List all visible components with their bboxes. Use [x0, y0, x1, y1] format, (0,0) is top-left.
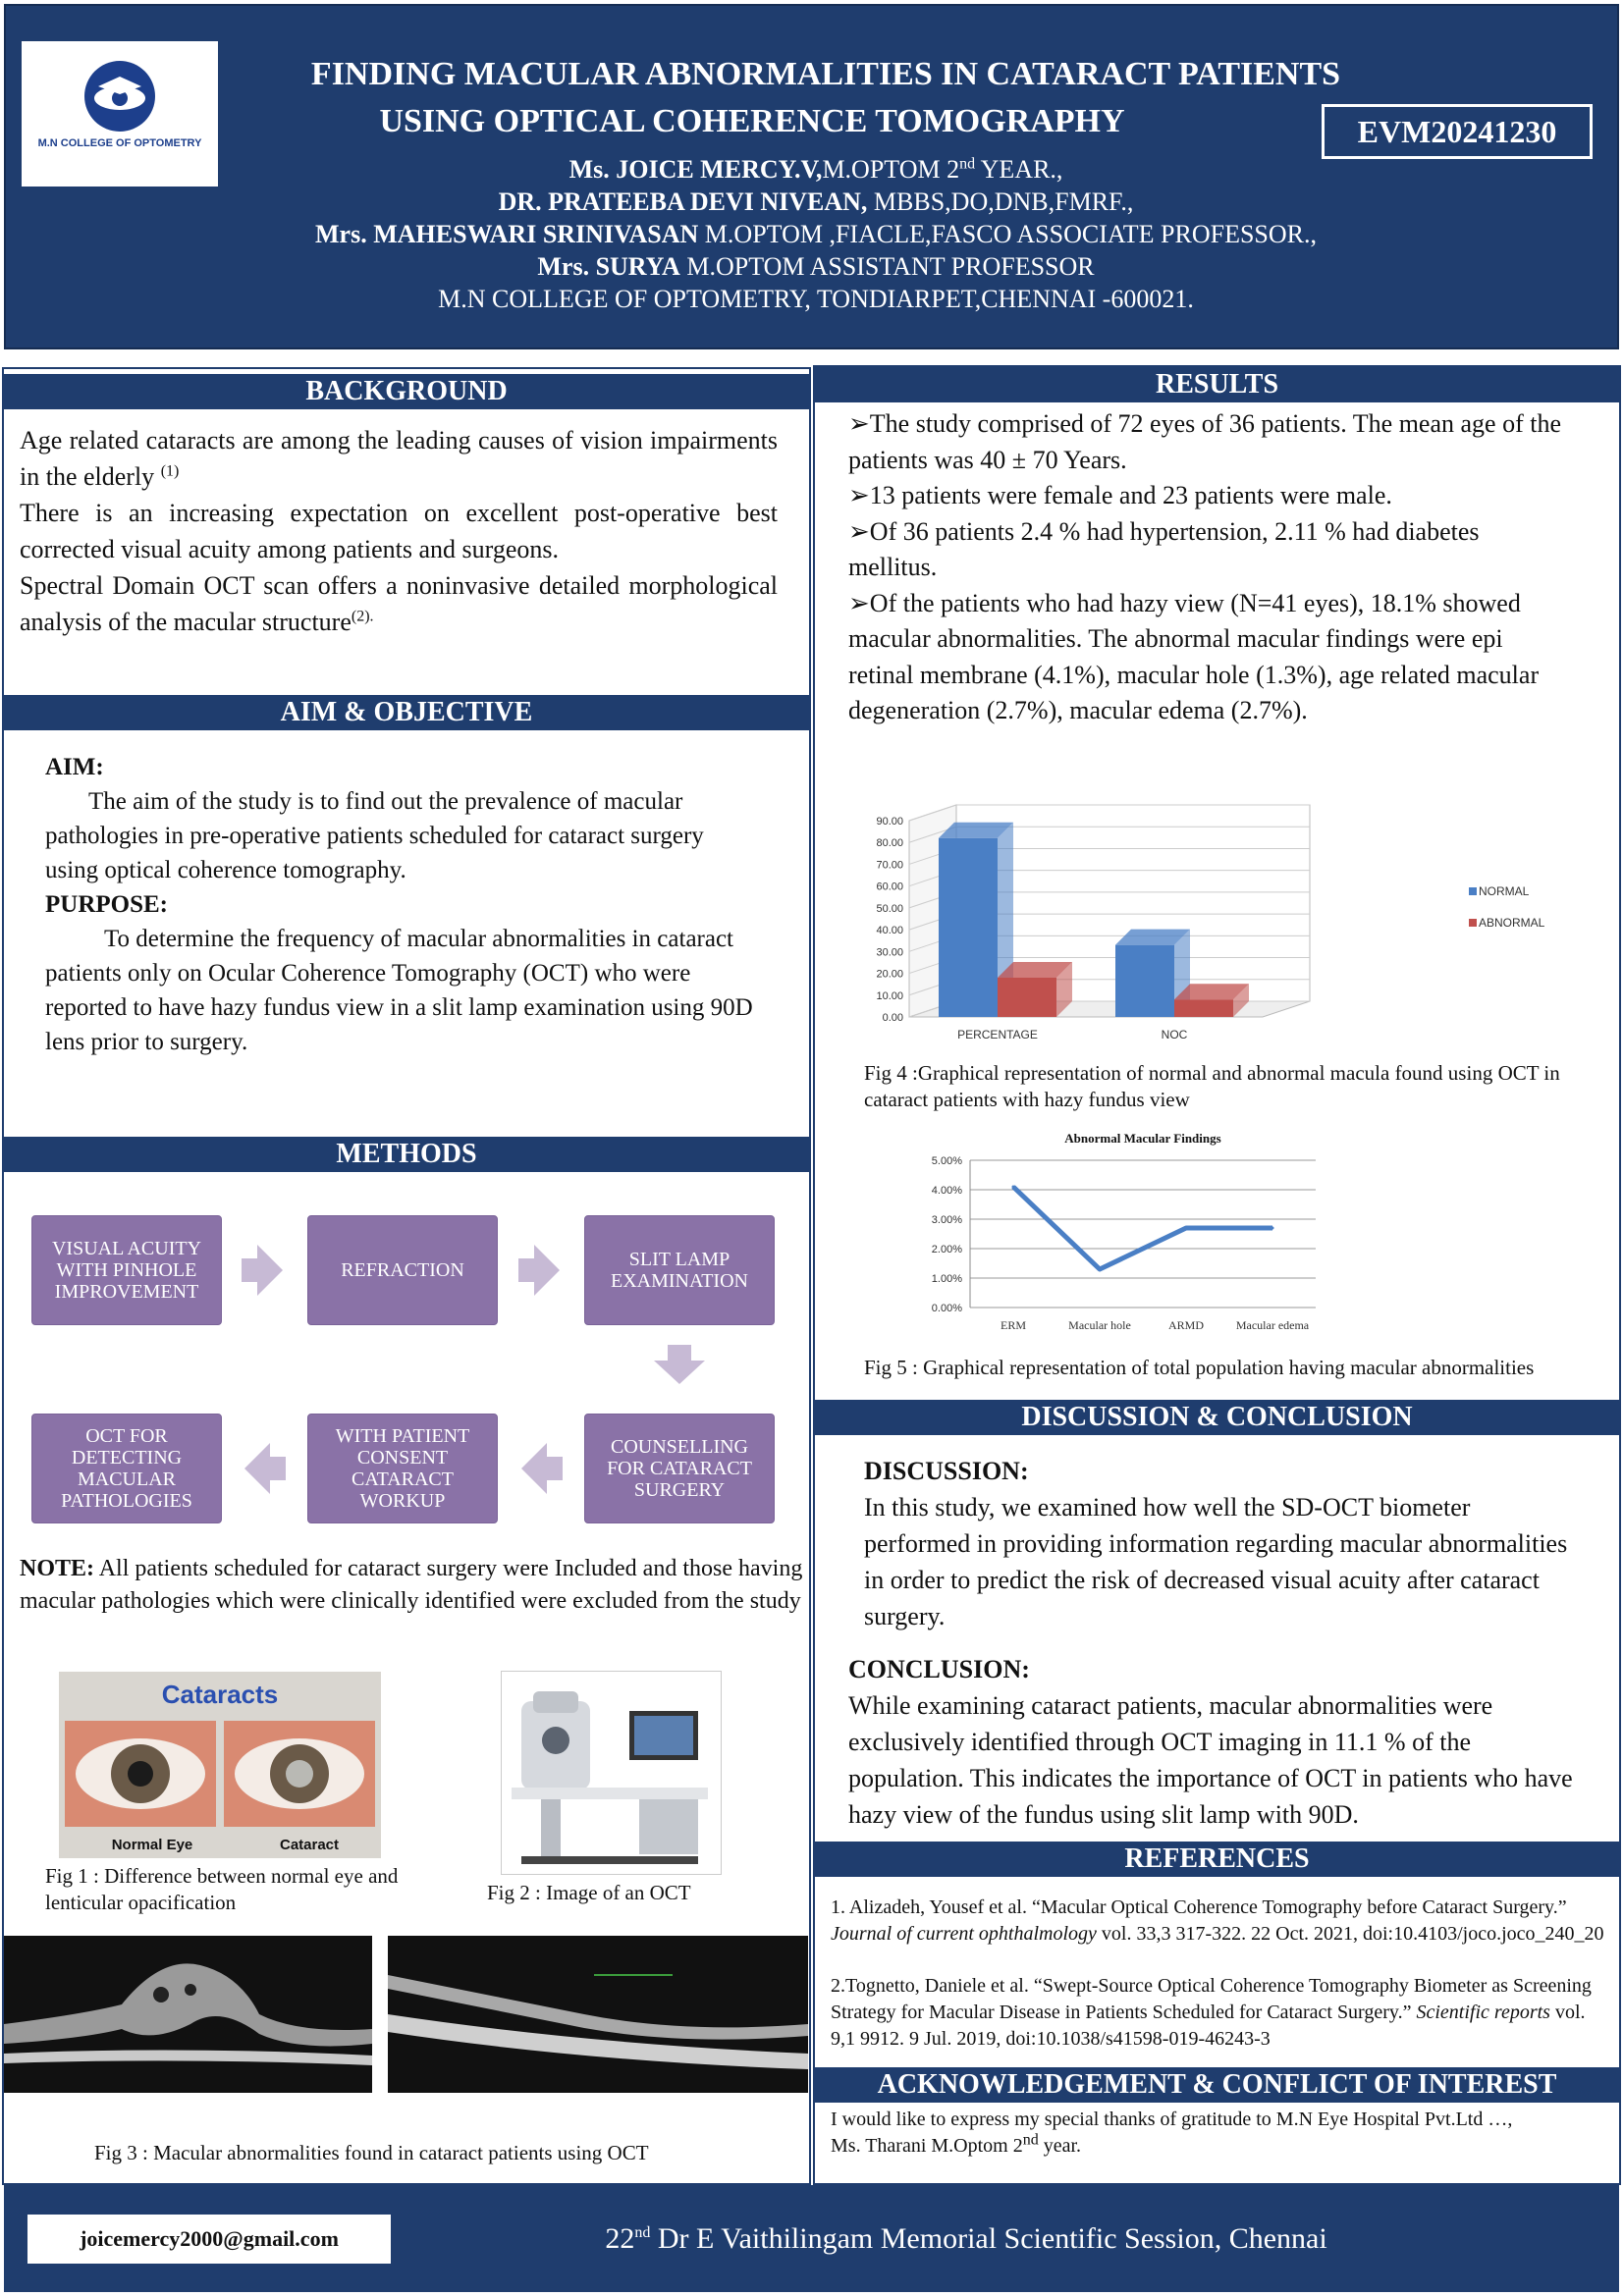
arrow-stem [518, 1258, 534, 1282]
fig1-title: Cataracts [161, 1680, 279, 1709]
oct-scan-image [388, 1936, 808, 2093]
result-bullet: ➢Of the patients who had hazy view (N=41 eyes), 18.1% showed macular abnormalities. The abnormal macular findings were epi retinal membrane (4.1%), macular hole (1.3%), age related macular degeneration (2.7%), macular edema (2.7%). [848, 588, 1540, 724]
background-heading: BACKGROUND [4, 374, 809, 409]
step-counselling: COUNSELLING FOR CATARACT SURGERY [584, 1414, 775, 1523]
arrow-down-icon [654, 1361, 705, 1384]
author-2: DR. PRATEEBA DEVI NIVEAN, MBBS,DO,DNB,FMRF., [498, 187, 1134, 216]
logo-text: M.N COLLEGE OF OPTOMETRY [37, 137, 202, 149]
y-tick-label: 80.00 [876, 837, 903, 850]
bar [1115, 945, 1174, 1017]
legend-swatch [1469, 919, 1477, 927]
aim-heading: AIM & OBJECTIVE [4, 695, 809, 730]
author-3: Mrs. MAHESWARI SRINIVASAN M.OPTOM ,FIACLE,FASCO ASSOCIATE PROFESSOR., [315, 220, 1317, 248]
data-point [1099, 1268, 1102, 1271]
arrow-left-icon [244, 1443, 270, 1494]
arrow-stem [668, 1345, 691, 1361]
reference-1: 1. Alizadeh, Yousef et al. “Macular Optical Coherence Tomography before Cataract Surgery.” Journal of current ophthalmology vol. 33,3 317-322. 22 Oct. 2021, doi:10.4103/joco.joco_240_20 [831, 1896, 1604, 1945]
discussion-text: DISCUSSION: In this study, we examined how well the SD-OCT biometer performed in providing information regarding macular abnormalities in order to predict the risk of decreased visual acuity after cataract surgery. [864, 1457, 1568, 1630]
y-tick-label: 3.00% [931, 1214, 962, 1226]
conclusion-text: CONCLUSION: While examining cataract patients, macular abnormalities were exclusively identified through OCT imaging in 11.1 % of the population. This indicates the importance of OCT in patients who have hazy view of the fundus using slit lamp with 90D. [848, 1655, 1573, 1829]
bar [939, 838, 998, 1017]
author-4: Mrs. SURYA M.OPTOM ASSISTANT PROFESSOR [537, 252, 1095, 281]
step-visual-acuity: VISUAL ACUITY WITH PINHOLE IMPROVEMENT [31, 1215, 222, 1325]
fig3-caption: Fig 3 : Macular abnormalities found in cataract patients using OCT [94, 2141, 649, 2164]
aim-text: AIM: The aim of the study is to find out the prevalence of macular pathologies in pre-operative patients scheduled for cataract surgery using optical coherence tomography. PURPOSE: To determine the frequency of macular abnormalities in cataract patients only on Ocular Coherence Tomography (OCT) who were reported to have hazy fundus view in a slit lamp examination using 90D lens prior to surgery. [45, 754, 753, 1055]
bar [998, 978, 1056, 1017]
data-point [1185, 1227, 1188, 1230]
fig3-oct-scan-left [4, 1936, 372, 2093]
y-tick-label: 60.00 [876, 881, 903, 893]
y-tick-label: 0.00 [882, 1012, 903, 1024]
y-tick-label: 10.00 [876, 989, 903, 1002]
x-tick-label: NOC [1161, 1028, 1188, 1041]
x-tick-label: ERM [1000, 1318, 1027, 1332]
poster-title [251, 51, 1400, 145]
series-line [1013, 1187, 1272, 1269]
y-tick-label: 50.00 [876, 902, 903, 915]
oct-scan-image [4, 1936, 372, 2093]
arrow-right-icon [534, 1245, 560, 1296]
fig1-cataract-image [59, 1672, 381, 1858]
fig1-right-label: Cataract [279, 1837, 340, 1853]
y-tick-label: 0.00% [931, 1303, 962, 1314]
step-refraction: REFRACTION [307, 1215, 498, 1325]
fig2-oct-device-image [501, 1671, 722, 1875]
poster-footer [4, 2185, 1619, 2292]
arrow-right-icon [257, 1245, 283, 1296]
fig3-oct-scan-right [388, 1936, 808, 2093]
data-point [1271, 1227, 1274, 1230]
poster-code: EVM20241230 [1322, 104, 1593, 159]
background-text: Age related cataracts are among the leading causes of vision impairments in the elderly $^{(1)}$ There is an increasing expectation on excellent post-operative best corrected visual acuity among patients and surgeons. Spectral Domain OCT scan offers a noninvasive detailed morphological analysis of the macular structure$^{(2).}$ [20, 426, 778, 636]
institution: M.N COLLEGE OF OPTOMETRY, TONDIARPET,CHENNAI -600021. [438, 285, 1194, 313]
oct-machine-photo [502, 1672, 723, 1876]
bar [1174, 999, 1233, 1017]
x-tick-label: PERCENTAGE [957, 1028, 1038, 1041]
acknowledgement-heading: ACKNOWLEDGEMENT & CONFLICT OF INTEREST [815, 2067, 1619, 2103]
fig1-caption: Fig 1 : Difference between normal eye and lenticular opacification [45, 1864, 399, 1914]
methods-note: NOTE: All patients scheduled for cataract surgery were Included and those having macular pathologies which were clinically identified were excluded from the study [20, 1556, 803, 1614]
x-tick-label: Macular hole [1068, 1318, 1131, 1332]
step-slit-lamp: SLIT LAMP EXAMINATION [584, 1215, 775, 1325]
title-line-2: USING OPTICAL COHERENCE TOMOGRAPHY [379, 103, 1125, 139]
results-heading: RESULTS [815, 367, 1619, 402]
results-text [848, 406, 1565, 729]
x-tick-label: Macular edema [1235, 1318, 1310, 1332]
arrow-stem [242, 1258, 257, 1282]
chart-title: Abnormal Macular Findings [1064, 1131, 1221, 1146]
reference-2: 2.Tognetto, Daniele et al. “Swept-Source Optical Coherence Tomography Biometer as Screening Strategy for Macular Disease in Patients Scheduled for Cataract Surgery.” Scientific reports vol. 9,1 9912. 9 Jul. 2019, doi:10.1038/s41598-019-46243-3 [831, 1975, 1592, 2050]
fig2-caption: Fig 2 : Image of an OCT [487, 1881, 691, 1904]
legend-label: NORMAL [1479, 884, 1530, 898]
college-logo [22, 41, 218, 187]
references-heading: REFERENCES [815, 1842, 1619, 1877]
result-bullet: ➢13 patients were female and 23 patients were male. [848, 481, 1392, 509]
contact-email[interactable]: joicemercy2000@gmail.com [27, 2215, 391, 2264]
y-tick-label: 4.00% [931, 1185, 962, 1197]
author-list [202, 153, 1430, 315]
y-tick-label: 70.00 [876, 859, 903, 872]
title-line-1: FINDING MACULAR ABNORMALITIES IN CATARACT PATIENTS [310, 56, 1341, 92]
discussion-heading: DISCUSSION & CONCLUSION [815, 1400, 1619, 1435]
eyes-photo [59, 1715, 381, 1833]
eye-emblem-icon [82, 59, 157, 133]
fig4-caption: Fig 4 :Graphical representation of normal and abnormal macula found using OCT in cataract patients with hazy fundus view [864, 1061, 1560, 1111]
result-bullet: ➢The study comprised of 72 eyes of 36 patients. The mean age of the patients was 40 ± 70 Years. [848, 409, 1562, 474]
y-tick-label: 30.00 [876, 946, 903, 959]
arrow-stem [270, 1457, 286, 1480]
y-tick-label: 1.00% [931, 1273, 962, 1285]
line-chart-abnormal-findings [850, 1129, 1567, 1340]
methods-heading: METHODS [4, 1137, 809, 1172]
arrow-left-icon [521, 1443, 547, 1494]
step-consent-workup: WITH PATIENT CONSENT CATARACT WORKUP [307, 1414, 498, 1523]
legend-label: ABNORMAL [1479, 916, 1545, 930]
result-bullet: ➢Of 36 patients 2.4 % had hypertension, 2.11 % had diabetes mellitus. [848, 516, 1480, 581]
acknowledgement-text: I would like to express my special thanks of gratitude to M.N Eye Hospital Pvt.Ltd …, Ms. Tharani M.Optom 2nd year. [831, 2109, 1513, 2157]
fig5-caption: Fig 5 : Graphical representation of total population having macular abnormalities [864, 1356, 1535, 1379]
bar-chart-normal-abnormal [850, 781, 1567, 1056]
x-tick-label: ARMD [1167, 1318, 1205, 1332]
author-1: Ms. JOICE MERCY.V,M.OPTOM 2nd YEAR., [568, 155, 1063, 184]
y-tick-label: 20.00 [876, 968, 903, 981]
y-tick-label: 40.00 [876, 925, 903, 937]
fig1-left-label: Normal Eye [111, 1837, 193, 1853]
data-point [1012, 1186, 1015, 1189]
y-tick-label: 90.00 [876, 816, 903, 828]
session-title: 22nd Dr E Vaithilingam Memorial Scientific Session, Chennai [605, 2222, 1327, 2255]
y-tick-label: 5.00% [931, 1155, 962, 1167]
arrow-stem [547, 1457, 563, 1480]
poster-header [4, 4, 1619, 349]
step-oct: OCT FOR DETECTING MACULAR PATHOLOGIES [31, 1414, 222, 1523]
y-tick-label: 2.00% [931, 1244, 962, 1255]
legend-swatch [1469, 887, 1477, 895]
